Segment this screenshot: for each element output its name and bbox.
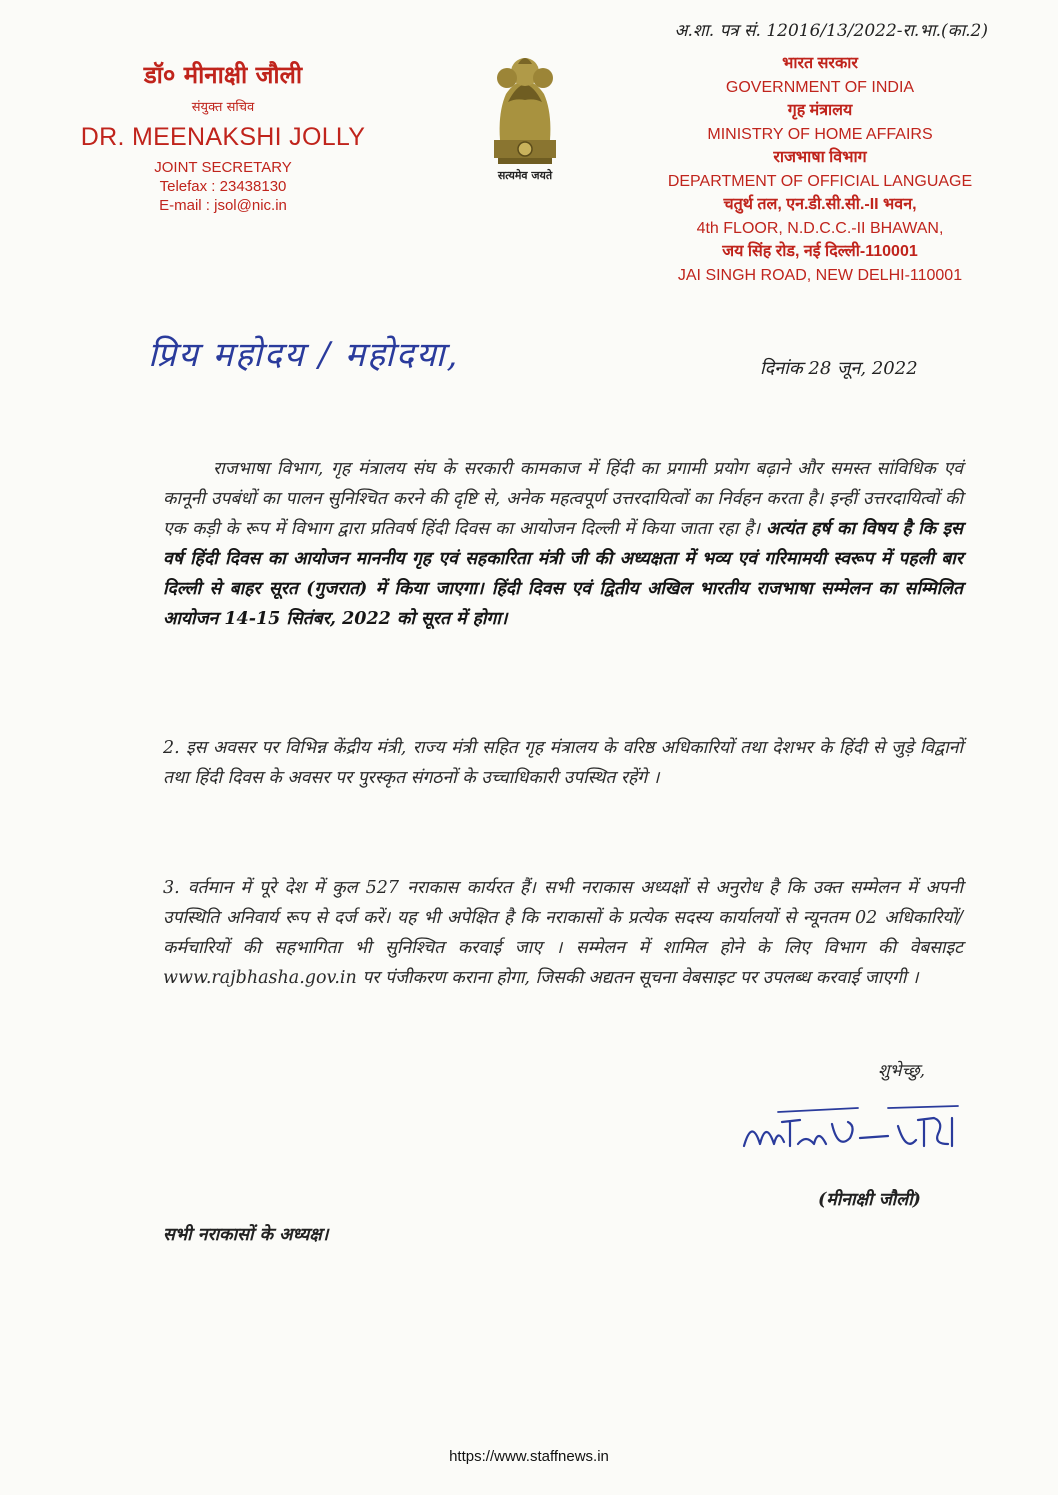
salutation: प्रिय महोदय / महोदया,: [148, 335, 460, 375]
address-line2-hindi: जय सिंह रोड, नई दिल्ली-110001: [722, 243, 918, 260]
officer-telefax: Telefax : 23438130: [159, 178, 287, 195]
handwritten-signature: [738, 1098, 968, 1168]
emblem-motto: सत्यमेव जयते: [497, 169, 553, 182]
paragraph-1-normal: राजभाषा विभाग, गृह मंत्रालय संघ के सरकारी कामकाज में हिंदी का प्रगामी प्रयोग बढ़ाने और समस्त सांविधिक एवं कानूनी उपबंधों का पालन सुनिश्चित करने की दृष्टि से, अनेक महत्वपूर्ण उत्तरदायित्वों का निर्वहन करता है। इन्हीं उत्तरदायित्वों की एक कड़ी के रूप में विभाग द्वारा प्रतिवर्ष हिंदी दिवस का आयोजन दिल्ली में किया जाता रहा है।: [163, 459, 963, 539]
officer-block: [58, 58, 388, 215]
government-english: GOVERNMENT OF INDIA: [725, 78, 915, 96]
reference-number: अ.शा. पत्र सं. 12016/13/2022-रा.भा.(का.2): [674, 21, 988, 41]
officer-designation-hindi: संयुक्त सचिव: [191, 100, 255, 115]
department-english: DEPARTMENT OF OFFICIAL LANGUAGE: [667, 172, 973, 190]
footer-url: https://www.staffnews.in: [449, 1448, 609, 1465]
government-hindi: भारत सरकार: [782, 55, 858, 72]
department-block: [620, 52, 1020, 287]
officer-designation-english: JOINT SECRETARY: [154, 159, 292, 176]
closing-regards: शुभेच्छु,: [878, 1061, 926, 1081]
ministry-hindi: गृह मंत्रालय: [787, 102, 853, 119]
ministry-english: MINISTRY OF HOME AFFAIRS: [707, 125, 933, 143]
address-line1-hindi: चतुर्थ तल, एन.डी.सी.सी.-II भवन,: [723, 196, 917, 213]
paragraph-1-bold: अत्यंत हर्ष का विषय है कि इस वर्ष हिंदी दिवस का आयोजन माननीय गृह एवं सहकारिता मंत्री जी की अध्यक्षता में भव्य एवं गरिमामयी स्वरूप में पहली बार दिल्ली से बाहर सूरत (गुजरात) में किया जाएगा। हिंदी दिवस एवं द्वितीय अखिल भारतीय राजभाषा सम्मेलन का सम्मिलित आयोजन 14-15 सितंबर, 2022 को सूरत में होगा।: [163, 519, 963, 629]
recipient: सभी नराकासों के अध्यक्ष।: [163, 1225, 329, 1245]
officer-name-english: DR. MEENAKSHI JOLLY: [80, 123, 366, 151]
department-hindi: राजभाषा विभाग: [773, 149, 867, 166]
officer-email: E-mail : jsol@nic.in: [159, 197, 287, 214]
paragraph-2: 2. इस अवसर पर विभिन्न केंद्रीय मंत्री, राज्य मंत्री सहित गृह मंत्रालय के वरिष्ठ अधिकारियों तथा देशभर के हिंदी से जुड़े विद्वानों तथा हिंदी दिवस के अवसर पर पुरस्कृत संगठनों के उच्चाधिकारी उपस्थित रहेंगे ।: [163, 738, 963, 788]
letter-date: दिनांक 28 जून, 2022: [760, 358, 918, 379]
paragraph-1: [163, 454, 963, 634]
signatory-name: (मीनाक्षी जौली): [818, 1190, 921, 1210]
address-line2-english: JAI SINGH ROAD, NEW DELHI-110001: [677, 266, 963, 284]
officer-name-hindi: डॉ० मीनाक्षी जौली: [143, 60, 303, 89]
address-line1-english: 4th FLOOR, N.D.C.C.-II BHAWAN,: [696, 219, 944, 237]
paragraph-3: 3. वर्तमान में पूरे देश में कुल 527 नराकास कार्यरत हैं। सभी नराकास अध्यक्षों से अनुरोध है कि उक्त सम्मेलन में अपनी उपस्थिति अनिवार्य रूप से दर्ज करें। यह भी अपेक्षित है कि नराकासों के प्रत्येक सदस्य कार्यालयों से न्यूनतम 02 अधिकारियों/ कर्मचारियों की सहभागिता भी सुनिश्चित करवाई जाए । सम्मेलन में शामिल होने के लिए विभाग की वेबसाइट www.rajbhasha.gov.in पर पंजीकरण कराना होगा, जिसकी अद्यतन सूचना वेबसाइट पर उपलब्ध करवाई जाएगी ।: [163, 878, 963, 988]
